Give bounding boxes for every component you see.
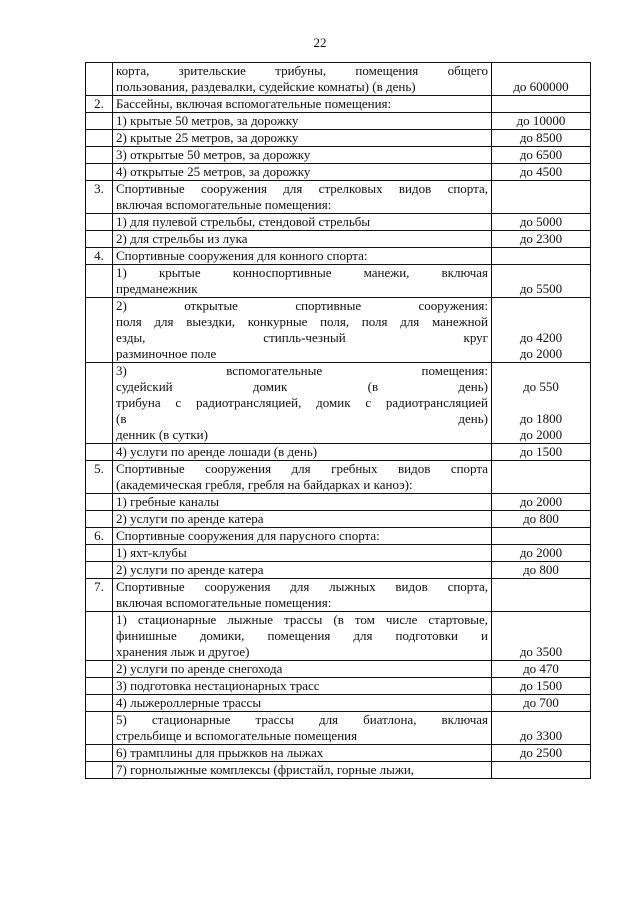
row-description [113, 130, 492, 147]
price-value [492, 395, 590, 411]
row-description [113, 248, 492, 265]
price-value: до 700 [523, 695, 559, 710]
table-row [86, 265, 591, 298]
price-value: до 2000 [519, 545, 563, 560]
table-row [86, 130, 591, 147]
row-number [86, 130, 113, 147]
row-price [492, 545, 591, 562]
row-number [86, 147, 113, 164]
table-row [86, 113, 591, 130]
row-description [113, 745, 492, 762]
description-line: поля для выездки, конкурные поля, поля для манежной [116, 314, 488, 329]
table-row [86, 494, 591, 511]
table-row [86, 63, 591, 96]
table-row [86, 363, 591, 444]
description-line: 1) стационарные лыжные трассы (в том числе стартовые, [116, 612, 488, 627]
row-description [113, 147, 492, 164]
table-row [86, 511, 591, 528]
row-description [113, 63, 492, 96]
row-description [113, 545, 492, 562]
row-description [113, 96, 492, 113]
row-number [86, 164, 113, 181]
description-line: трибуна с радиотрансляцией, домик с радиотрансляцией [116, 395, 488, 410]
price-value: до 2300 [519, 231, 563, 246]
row-description [113, 528, 492, 545]
row-description [113, 579, 492, 612]
price-value [492, 197, 590, 213]
row-price [492, 113, 591, 130]
description-line: 2) услуги по аренде катера [116, 511, 264, 526]
price-value: до 1500 [519, 678, 563, 693]
row-description [113, 444, 492, 461]
row-price [492, 181, 591, 214]
price-value [492, 248, 590, 264]
row-number [86, 695, 113, 712]
description-line: Спортивные сооружения для парусного спорта: [116, 528, 380, 543]
row-price [492, 96, 591, 113]
description-line: 2) крытые 25 метров, за дорожку [116, 130, 299, 145]
table-row [86, 248, 591, 265]
row-description [113, 712, 492, 745]
row-price [492, 562, 591, 579]
row-description [113, 363, 492, 444]
row-price [492, 231, 591, 248]
description-line: корта, зрительские трибуны, помещения общего [116, 63, 488, 78]
description-line: стрельбище и вспомогательные помещения [116, 728, 358, 743]
row-number [86, 265, 113, 298]
row-price [492, 579, 591, 612]
row-price [492, 444, 591, 461]
row-number [86, 612, 113, 661]
table-row [86, 461, 591, 494]
table-row [86, 678, 591, 695]
description-line: (академическая гребля, гребля на байдарках и каноэ): [116, 477, 413, 492]
row-number: 6. [86, 528, 113, 545]
table-row [86, 528, 591, 545]
description-line: 1) гребные каналы [116, 494, 219, 509]
row-number [86, 494, 113, 511]
row-price [492, 528, 591, 545]
row-description [113, 113, 492, 130]
row-description [113, 494, 492, 511]
row-description [113, 562, 492, 579]
description-line: 3) подготовка нестационарных трасс [116, 678, 320, 693]
description-line: пользования, раздевалки, судейские комнаты) (в день) [116, 79, 416, 94]
table-row [86, 712, 591, 745]
description-line: 4) открытые 25 метров, за дорожку [116, 164, 311, 179]
price-value: до 6500 [519, 147, 563, 162]
description-line: Спортивные сооружения для гребных видов спорта [116, 461, 488, 476]
description-line: 6) трамплины для прыжков на лыжах [116, 745, 324, 760]
description-line: денник (в сутки) [116, 427, 208, 442]
price-value: до 3300 [519, 728, 563, 743]
description-line: 1) для пулевой стрельбы, стендовой стрельбы [116, 214, 371, 229]
row-description [113, 678, 492, 695]
description-line: предманежник [116, 281, 198, 296]
row-number [86, 562, 113, 579]
description-line: Спортивные сооружения для конного спорта: [116, 248, 368, 263]
table-row [86, 695, 591, 712]
row-number: 7. [86, 579, 113, 612]
table-row [86, 444, 591, 461]
price-value: до 800 [523, 511, 559, 526]
description-line: включая вспомогательные помещения: [116, 197, 332, 212]
row-description [113, 661, 492, 678]
description-line: включая вспомогательные помещения: [116, 595, 332, 610]
row-price [492, 248, 591, 265]
row-number [86, 298, 113, 363]
description-line: Спортивные сооружения для лыжных видов спорта, [116, 579, 488, 594]
description-line: 3) открытые 50 метров, за дорожку [116, 147, 311, 162]
row-price [492, 678, 591, 695]
description-line: 4) лыжероллерные трассы [116, 695, 262, 710]
row-price [492, 762, 591, 779]
description-line: 3) вспомогательные помещения: [116, 363, 488, 378]
description-line: 2) услуги по аренде снегохода [116, 661, 283, 676]
row-price [492, 363, 591, 444]
price-value: до 470 [523, 661, 559, 676]
row-description [113, 231, 492, 248]
description-line: 1) крытые конноспортивные манежи, включая [116, 265, 488, 280]
price-value: до 2000 [519, 494, 563, 509]
row-number [86, 444, 113, 461]
row-description [113, 265, 492, 298]
description-line: 1) крытые 50 метров, за дорожку [116, 113, 299, 128]
table-row [86, 661, 591, 678]
price-value: до 2000 [519, 346, 563, 361]
table-row [86, 214, 591, 231]
description-line: Спортивные сооружения для стрелковых видов спорта, [116, 181, 488, 196]
row-number [86, 745, 113, 762]
row-number [86, 511, 113, 528]
price-value: до 800 [523, 562, 559, 577]
price-value: до 2500 [519, 745, 563, 760]
description-line: Бассейны, включая вспомогательные помещения: [116, 96, 392, 111]
row-number [86, 214, 113, 231]
row-price [492, 298, 591, 363]
row-description [113, 214, 492, 231]
price-value [492, 528, 590, 544]
row-number [86, 762, 113, 779]
price-value: до 5000 [519, 214, 563, 229]
row-description [113, 298, 492, 363]
price-table [85, 62, 591, 779]
row-price [492, 147, 591, 164]
description-line: езды, стипль-чезный круг [116, 330, 488, 345]
description-line: 2) открытые спортивные сооружения: [116, 298, 488, 313]
row-description [113, 181, 492, 214]
row-price [492, 511, 591, 528]
row-price [492, 661, 591, 678]
description-line: судейский домик (в день) [116, 379, 488, 394]
table-row [86, 231, 591, 248]
price-value: до 1500 [519, 444, 563, 459]
description-line: 4) услуги по аренде лошади (в день) [116, 444, 318, 459]
row-number [86, 678, 113, 695]
price-table-body [86, 63, 591, 779]
row-price [492, 494, 591, 511]
description-line: 7) горнолыжные комплексы (фристайл, горные лыжи, [116, 762, 415, 777]
table-row [86, 545, 591, 562]
row-description [113, 511, 492, 528]
table-row [86, 612, 591, 661]
price-value: до 4500 [519, 164, 563, 179]
row-price [492, 612, 591, 661]
row-price [492, 164, 591, 181]
page-number: 22 [313, 35, 327, 50]
row-price [492, 712, 591, 745]
table-row [86, 745, 591, 762]
table-row [86, 147, 591, 164]
row-number: 2. [86, 96, 113, 113]
row-number [86, 63, 113, 96]
table-row [86, 579, 591, 612]
row-description [113, 164, 492, 181]
row-number [86, 712, 113, 745]
row-price [492, 214, 591, 231]
table-row [86, 562, 591, 579]
table-row [86, 164, 591, 181]
row-description [113, 461, 492, 494]
description-line: 2) для стрельбы из лука [116, 231, 248, 246]
row-description [113, 612, 492, 661]
price-value [492, 96, 590, 112]
description-line: 2) услуги по аренде катера [116, 562, 264, 577]
row-number: 4. [86, 248, 113, 265]
row-price [492, 745, 591, 762]
row-number [86, 231, 113, 248]
price-value: до 600000 [513, 79, 569, 94]
row-price [492, 695, 591, 712]
description-line: финишные домики, помещения для подготовки и [116, 628, 488, 643]
row-number [86, 113, 113, 130]
row-number: 5. [86, 461, 113, 494]
table-row [86, 298, 591, 363]
description-line: 5) стационарные трассы для биатлона, включая [116, 712, 488, 727]
price-value: до 4200 [519, 330, 563, 345]
price-value [492, 762, 590, 778]
price-value: до 1800 [519, 411, 563, 426]
table-row [86, 181, 591, 214]
description-line: разминочное поле [116, 346, 217, 361]
table-row [86, 762, 591, 779]
row-number [86, 661, 113, 678]
row-number [86, 363, 113, 444]
price-value [492, 477, 590, 493]
price-value: до 5500 [519, 281, 563, 296]
description-line: хранения лыж и другое) [116, 644, 250, 659]
row-number [86, 545, 113, 562]
price-value: до 10000 [516, 113, 566, 128]
price-value [492, 595, 590, 611]
row-price [492, 130, 591, 147]
row-price [492, 63, 591, 96]
description-line: 1) яхт-клубы [116, 545, 187, 560]
price-value: до 8500 [519, 130, 563, 145]
row-description [113, 695, 492, 712]
row-description [113, 762, 492, 779]
price-value: до 550 [523, 379, 559, 394]
description-line: (в день) [116, 411, 488, 426]
row-price [492, 461, 591, 494]
price-value: до 3500 [519, 644, 563, 659]
table-row [86, 96, 591, 113]
price-value: до 2000 [519, 427, 563, 442]
row-price [492, 265, 591, 298]
row-number: 3. [86, 181, 113, 214]
